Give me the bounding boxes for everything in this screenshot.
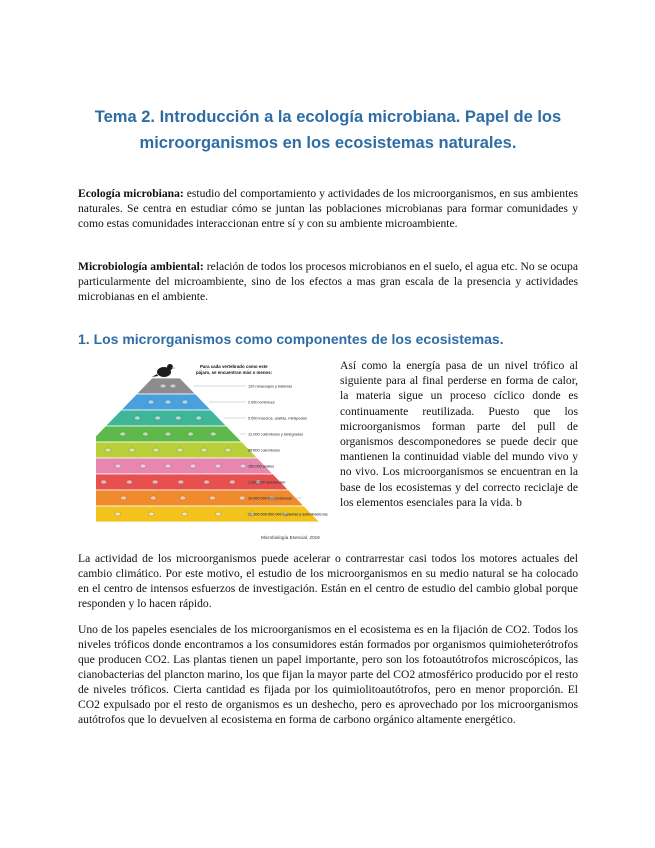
organism-icon <box>190 464 196 468</box>
organism-icon <box>142 432 148 436</box>
organism-icon <box>229 480 235 484</box>
organism-icon <box>126 480 132 484</box>
organism-icon <box>178 480 184 484</box>
section-paragraph: La actividad de los microorganismos puede acelerar o contrarrestar casi todos los motores actuales del cambio climático. Por este motivo, el estudio de los microorganismos en su medio natural se ha colocado en el centro de intensos esfuerzos de investigación. Están en el centro de estudio del cambio global porque responden y lo hacen rápido. <box>78 552 578 610</box>
organism-icon <box>196 416 202 420</box>
section-side-paragraph: Así como la energía pasa de un nivel trófico al siguiente para al final perderse en forma de calor, la materia sigue un proceso cíclico donde es continuamente reutilizada. Puesto que los microorganismos forman parte del pull de organismos descomponedores se puede decir que mantienen la continuidad viable del mundo vivo y no vivo. Los microorganismos se encuentran en la base de los ecosistemas y del correcto reciclaje de los elementos esenciales para la vida. b <box>340 359 578 509</box>
organism-icon <box>209 496 215 500</box>
organism-icon <box>165 464 171 468</box>
figure-credit: Microbiología Esencial, 2019 <box>261 535 320 540</box>
organism-icon <box>170 384 176 388</box>
tier-label: 10.000.000.000 protozoos <box>248 496 293 501</box>
tier-label: 150.000 ácaros <box>248 464 275 469</box>
organism-icon <box>160 384 166 388</box>
tier-label: 50.000 colembolos <box>248 448 280 453</box>
organism-icon <box>177 448 183 452</box>
organism-icon <box>155 416 161 420</box>
bird-icon <box>152 364 176 377</box>
organism-icon <box>165 400 171 404</box>
organism-icon <box>240 464 246 468</box>
organism-icon <box>150 496 156 500</box>
organism-icon <box>105 448 111 452</box>
organism-icon <box>148 400 154 404</box>
organism-icon <box>165 432 171 436</box>
organism-icon <box>153 448 159 452</box>
definition-term: Microbiología ambiental: <box>78 260 204 273</box>
tier-label: 120 ranacuajos y ballenas <box>248 384 293 389</box>
organism-icon <box>182 512 188 516</box>
organism-icon <box>180 496 186 500</box>
definition-ecologia-microbiana <box>78 186 578 231</box>
organism-icon <box>148 512 154 516</box>
tier-label: 1.000.000 nematodos <box>248 480 285 485</box>
organism-icon <box>140 464 146 468</box>
trophic-pyramid-image <box>96 350 336 546</box>
tier-label: 10.000.000.000.000 bacterias y actinobacterias <box>248 512 328 517</box>
organism-icon <box>204 480 210 484</box>
definition-text: estudio del comportamiento y actividades de los microorganismos, en sus ambientes naturales. Se centra en estudiar cómo se juntan las poblaciones microbianas para formar comunidades y como estas comunidades interaccionan entre sí y con su ambiente microambiente. <box>78 187 578 230</box>
tier-label: 2.000 lombrices <box>248 400 275 405</box>
definition-text: relación de todos los procesos microbianos en el suelo, el agua etc. No se ocupa particularmente del microambiente, sino de los efectos a mas gran escala de la presencia y actividades microbianas en el ambiente. <box>78 260 579 303</box>
tier-label: 12.000 colêmbolos y tardígrados <box>248 432 304 437</box>
organism-icon <box>182 400 188 404</box>
figure-caption-line: Para cada vertebrado como este <box>200 364 268 369</box>
organism-icon <box>115 464 121 468</box>
organism-icon <box>134 416 140 420</box>
tier-label: 5.000 insectos, arañas, miriápodos <box>248 416 307 421</box>
definition-term: Ecología microbiana: <box>78 187 184 200</box>
organism-icon <box>152 480 158 484</box>
organism-icon <box>101 480 107 484</box>
definition-microbiologia-ambiental <box>78 259 578 304</box>
organism-icon <box>115 512 121 516</box>
organism-icon <box>175 416 181 420</box>
organism-icon <box>225 448 231 452</box>
trophic-pyramid-figure <box>96 350 336 546</box>
organism-icon <box>210 432 216 436</box>
section-paragraph: Uno de los papeles esenciales de los microorganismos en el ecosistema es en la fijación de CO2. Todos los niveles tróficos donde encontramos a los consumidores están formados por organismos quimioheterótrofos que producen CO2. Las plantas tienen un papel importante, pero son los fotoautótrofos microscópicos, las cianobacterias del plancton marino, los que fijan la mayor parte del CO2 atmosférico producido por el resto de niveles tróficos. Cierta cantidad es fijada por los quimiolitoautótrofos, pero en menor proporción. El CO2 expulsado por el resto de organismos es un deshecho, pero es aprovechado por los microorganismos autótrofos que lo devuelven al ecosistema en forma de carbono orgánico altamente energético. <box>78 623 578 726</box>
figure-caption-line: pájaro, se encuentran más o menos: <box>196 370 273 375</box>
organism-icon <box>239 496 245 500</box>
pyramid-tier <box>106 410 227 426</box>
pyramid-tier <box>96 442 258 458</box>
organism-icon <box>129 448 135 452</box>
organism-icon <box>215 512 221 516</box>
page-title: Tema 2. Introducción a la ecología microbiana. Papel de los microorganismos en los ecosistemas naturales. <box>94 108 562 152</box>
section-heading: 1. Los microrganismos como componentes de los ecosistemas. <box>78 331 504 347</box>
organism-icon <box>215 464 221 468</box>
organism-icon <box>121 496 127 500</box>
organism-icon <box>201 448 207 452</box>
organism-icon <box>120 432 126 436</box>
organism-icon <box>188 432 194 436</box>
